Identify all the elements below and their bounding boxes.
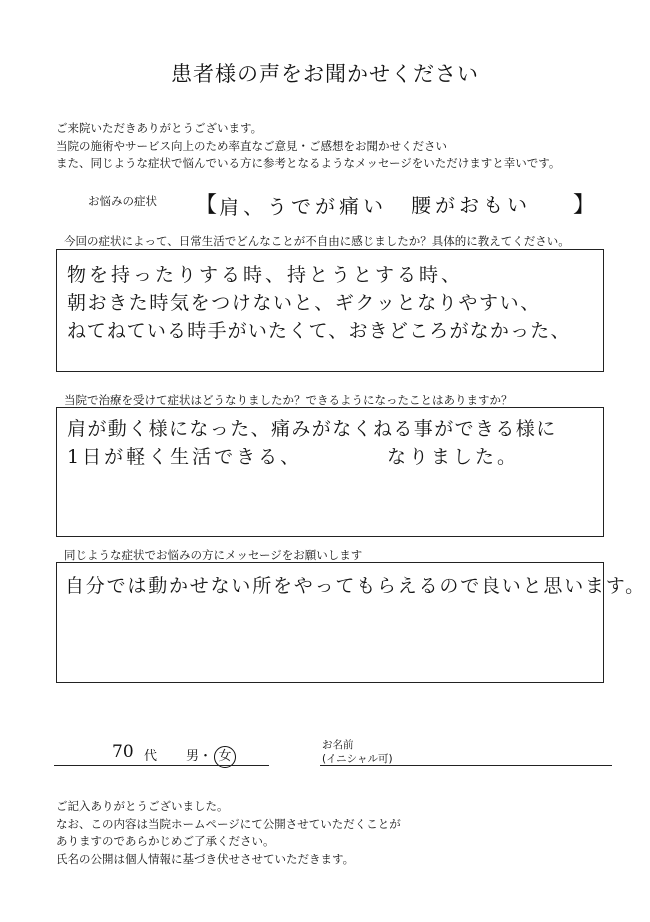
answer-line: 1日が軽く生活できる、 <box>67 446 303 468</box>
symptom-answer-field[interactable] <box>195 186 595 220</box>
answer-line: 肩が動く様になった、痛みがなくねる事ができる様に <box>67 418 557 440</box>
name-label <box>322 738 393 766</box>
age-value: 70 <box>112 742 134 762</box>
question-3-label: 同じような症状でお悩みの方にメッセージをお願いします <box>64 548 363 562</box>
symptom-handwritten-answer: 肩、うでが痛い 腰がおもい <box>218 192 532 220</box>
symptom-label: お悩みの症状 <box>88 194 157 208</box>
footer-notes <box>56 798 401 868</box>
answer-line: 自分では動かせない所をやってもらえるので良いと思います。 <box>65 575 646 597</box>
question-2-label: 当院で治療を受けて症状はどうなりましたか？できるようになったことはありますか？ <box>64 393 513 407</box>
question-1-answer-box[interactable] <box>56 249 604 372</box>
page-title: 患者様の声をお聞かせください <box>171 62 479 86</box>
gender-male-option[interactable]: 男 <box>186 749 200 764</box>
footer-line: なお、この内容は当院ホームページにて公開させていただくことが <box>56 816 401 831</box>
age-underline <box>54 765 269 766</box>
answer-line: ねてねている時手がいたくて、おきどころがなかった、 <box>67 320 571 342</box>
gender-female-option-circled[interactable]: 女 <box>214 746 236 768</box>
footer-line: ご記入ありがとうございました。 <box>56 799 229 813</box>
name-note-text: (イニシャル可) <box>322 753 393 765</box>
question-3-answer-box[interactable] <box>56 562 646 683</box>
open-bracket: 【 <box>195 193 218 218</box>
footer-line: ありますのであらかじめご了承ください。 <box>56 834 275 848</box>
intro-line: 当院の施術やサービス向上のため率直なご意見・ご感想をお聞かせください <box>56 138 447 153</box>
answer-line: 朝おきた時気をつけないと、ギクッとなりやすい、 <box>67 292 541 314</box>
gender-separator: ・ <box>199 749 213 764</box>
footer-line: 氏名の公開は個人情報に基づき伏せさせていただきます。 <box>56 851 355 866</box>
intro-text <box>56 120 560 173</box>
question-2-answer-box[interactable] <box>56 407 604 537</box>
age-suffix: 代 <box>144 749 158 764</box>
answer-line: なりました。 <box>387 446 520 468</box>
question-1-label: 今回の症状によって、日常生活でどんなことが不自由に感じましたか？具体的に教えてください。 <box>64 234 570 248</box>
name-field-underline[interactable] <box>320 765 612 766</box>
close-bracket: 】 <box>572 193 595 218</box>
answer-line: 物を持ったりする時、持とうとする時、 <box>67 264 464 286</box>
intro-line: ご来院いただきありがとうございます。 <box>56 121 263 135</box>
name-label-text: お名前 <box>322 739 354 751</box>
intro-line: また、同じような症状で悩んでいる方に参考となるようなメッセージをいただけますと幸いです。 <box>56 156 561 170</box>
